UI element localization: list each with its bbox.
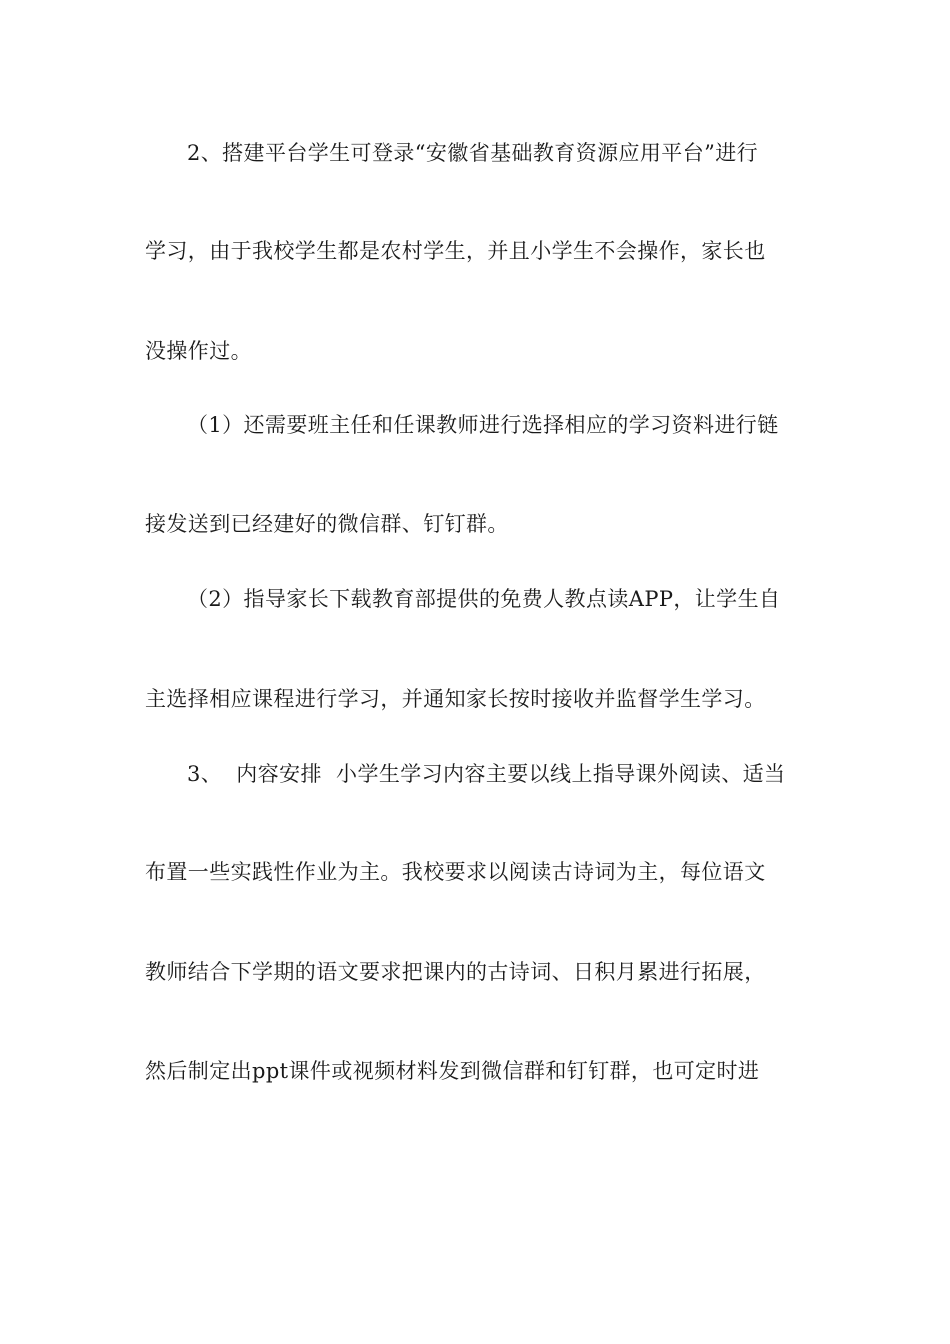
paragraph-line: 主选择相应课程进行学习，并通知家长按时接收并监督学生学习。 <box>145 687 766 711</box>
paragraph-line: 布置一些实践性作业为主。我校要求以阅读古诗词为主，每位语文 <box>145 860 766 884</box>
paragraph-line: 接发送到已经建好的微信群、钉钉群。 <box>145 512 509 536</box>
paragraph-line: 教师结合下学期的语文要求把课内的古诗词、日积月累进行拓展， <box>145 960 766 984</box>
paragraph-line: 然后制定出ppt课件或视频材料发到微信群和钉钉群，也可定时进 <box>145 1059 760 1083</box>
paragraph-line: 2、搭建平台学生可登录“安徽省基础教育资源应用平台”进行 <box>187 141 759 165</box>
paragraph-line: 没操作过。 <box>145 339 252 363</box>
paragraph-line: 学习，由于我校学生都是农村学生，并且小学生不会操作，家长也 <box>145 239 766 263</box>
paragraph-line: （1）还需要班主任和任课教师进行选择相应的学习资料进行链 <box>187 413 779 437</box>
paragraph-line: （2）指导家长下载教育部提供的免费人教点读APP，让学生自 <box>187 587 781 611</box>
paragraph-line: 3、 内容安排 小学生学习内容主要以线上指导课外阅读、适当 <box>187 762 786 786</box>
